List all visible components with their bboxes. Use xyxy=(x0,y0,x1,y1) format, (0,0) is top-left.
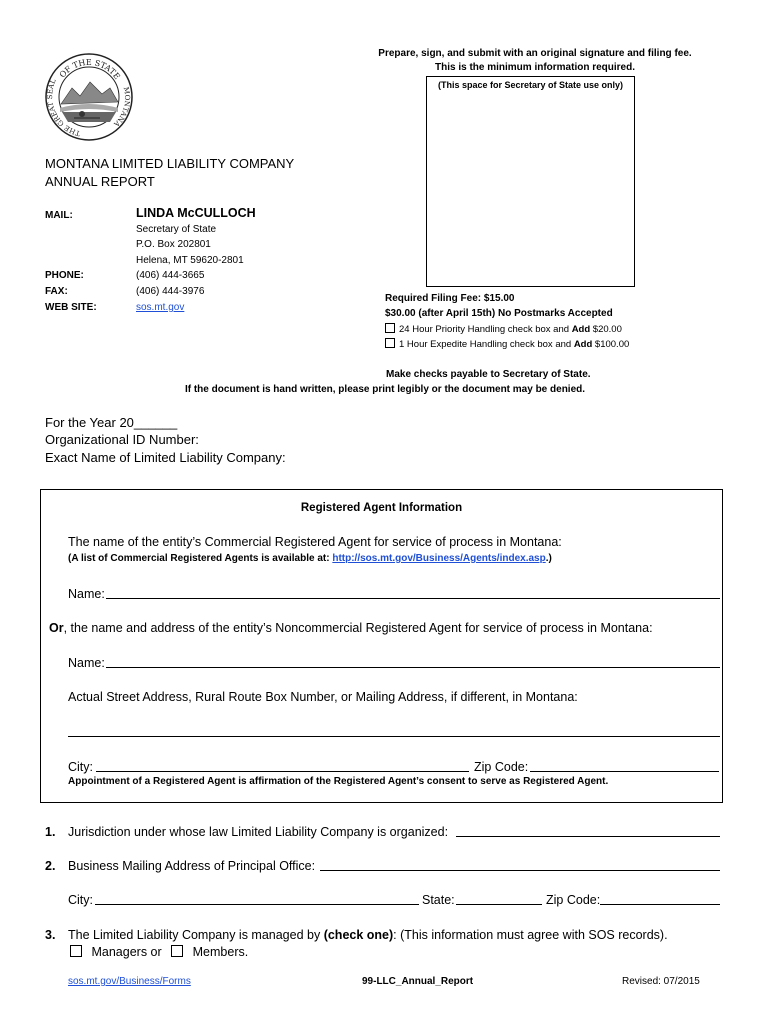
noncommercial-text: , the name and address of the entity’s Noncommercial Registered Agent for service of process in Montana: xyxy=(63,621,653,635)
jurisdiction-field[interactable] xyxy=(456,836,720,837)
expedite-handling-checkbox[interactable] xyxy=(385,338,395,348)
commercial-agent-name-field[interactable] xyxy=(106,598,720,599)
website-label: WEB SITE: xyxy=(45,302,97,313)
item-2-text: Business Mailing Address of Principal Office: xyxy=(68,859,316,873)
principal-city-label: City: xyxy=(68,893,93,907)
instruction-line-1: Prepare, sign, and submit with an original signature and filing fee. xyxy=(378,48,692,59)
priority-handling-checkbox[interactable] xyxy=(385,323,395,333)
item-1-text: Jurisdiction under whose law Limited Liability Company is organized: xyxy=(68,825,449,839)
item-2-number: 2. xyxy=(45,859,56,873)
noncommercial-agent-text xyxy=(49,621,653,635)
phone-number: (406) 444-3665 xyxy=(136,270,205,281)
seal-left-text: THE GREAT SEAL xyxy=(46,77,82,138)
commercial-agent-text: The name of the entity’s Commercial Registered Agent for service of process in Montana: xyxy=(68,535,562,549)
handwritten-note: If the document is hand written, please print legibly or the document may be denied. xyxy=(184,384,586,395)
item-3-pre: The Limited Liability Company is managed by xyxy=(68,928,324,942)
agent-zip-field[interactable] xyxy=(530,771,719,772)
footer-forms-link[interactable]: sos.mt.gov/Business/Forms xyxy=(68,976,191,987)
form-title-line-1: MONTANA LIMITED LIABILITY COMPANY xyxy=(45,156,295,171)
agent-address-field[interactable] xyxy=(68,736,720,737)
agent-list-post: .) xyxy=(545,553,552,564)
noncommercial-agent-name-label: Name: xyxy=(68,656,105,670)
or-label: Or xyxy=(49,621,64,635)
members-checkbox[interactable] xyxy=(171,945,183,957)
managers-checkbox[interactable] xyxy=(70,945,82,957)
priority-amount: $20.00 xyxy=(590,324,622,335)
priority-add-label: Add xyxy=(571,324,591,335)
filing-fee: Required Filing Fee: $15.00 xyxy=(385,293,515,304)
appointment-note: Appointment of a Registered Agent is affirmation of the Registered Agent’s consent to serve as Registered Agent. xyxy=(68,776,609,787)
principal-city-field[interactable] xyxy=(95,904,419,905)
management-options xyxy=(70,945,248,959)
mail-label: MAIL: xyxy=(45,210,73,221)
expedite-handling-text: 1 Hour Expedite Handling check box and xyxy=(399,339,574,350)
seal-right-text: MONTANA xyxy=(112,86,132,129)
late-fee: $30.00 (after April 15th) No Postmarks Accepted xyxy=(385,308,613,319)
state-seal xyxy=(44,52,134,142)
priority-handling-row xyxy=(385,323,622,335)
expedite-amount: $100.00 xyxy=(592,339,630,350)
item-3-check-one: (check one) xyxy=(323,928,394,942)
city-state-zip: Helena, MT 59620-2801 xyxy=(136,255,244,266)
seal-top-text: OF THE STATE xyxy=(57,57,122,82)
year-field[interactable] xyxy=(45,415,177,430)
noncommercial-agent-name-field[interactable] xyxy=(106,667,720,668)
po-box: P.O. Box 202801 xyxy=(136,239,211,250)
checks-payable-note: Make checks payable to Secretary of State. xyxy=(386,369,591,380)
principal-state-label: State: xyxy=(422,893,455,907)
org-id-label: Organizational ID Number: xyxy=(45,432,199,447)
managers-label: Managers or xyxy=(91,945,162,959)
principal-zip-label: Zip Code: xyxy=(546,893,601,907)
secretary-name: LINDA McCULLOCH xyxy=(136,206,256,220)
footer-form-id: 99-LLC_Annual_Report xyxy=(362,976,474,987)
commercial-agent-name-label: Name: xyxy=(68,587,105,601)
agent-zip-label: Zip Code: xyxy=(474,760,529,774)
expedite-handling-row xyxy=(385,338,629,350)
secretary-office: Secretary of State xyxy=(136,224,217,235)
phone-label: PHONE: xyxy=(45,270,84,281)
commercial-agent-name-row xyxy=(68,587,105,601)
year-label: For the Year 20 xyxy=(45,415,134,430)
priority-handling-text: 24 Hour Priority Handling check box and xyxy=(399,324,572,335)
expedite-add-label: Add xyxy=(573,339,593,350)
principal-zip-field[interactable] xyxy=(600,904,720,905)
registered-agent-heading: Registered Agent Information xyxy=(300,502,463,514)
agent-city-label: City: xyxy=(68,760,93,774)
agent-city-field[interactable] xyxy=(96,771,469,772)
form-title-line-2: ANNUAL REPORT xyxy=(45,174,155,189)
fax-number: (406) 444-3976 xyxy=(136,286,205,297)
members-label: Members. xyxy=(192,945,249,959)
item-3-text xyxy=(68,928,668,942)
principal-state-field[interactable] xyxy=(456,904,542,905)
sos-use-only-box xyxy=(426,76,635,287)
sos-use-only-label: (This space for Secretary of State use only) xyxy=(437,80,624,90)
footer-revised: Revised: 07/2015 xyxy=(622,976,700,987)
exact-name-label: Exact Name of Limited Liability Company: xyxy=(45,450,286,465)
instruction-line-2: This is the minimum information required. xyxy=(434,62,636,73)
agent-address-label: Actual Street Address, Rural Route Box Number, or Mailing Address, if different, in Montana: xyxy=(68,690,578,704)
website-link[interactable]: sos.mt.gov xyxy=(136,302,185,313)
item-3-post: : (This information must agree with SOS records). xyxy=(393,928,668,942)
year-blank: ______ xyxy=(133,415,178,430)
agent-list-note xyxy=(68,553,552,564)
principal-address-field[interactable] xyxy=(320,870,720,871)
item-1-number: 1. xyxy=(45,825,56,839)
fax-label: FAX: xyxy=(45,286,68,297)
item-3-number: 3. xyxy=(45,928,56,942)
agent-list-link[interactable]: http://sos.mt.gov/Business/Agents/index.asp xyxy=(332,553,546,564)
agent-list-pre: (A list of Commercial Registered Agents is available at: xyxy=(68,553,333,564)
